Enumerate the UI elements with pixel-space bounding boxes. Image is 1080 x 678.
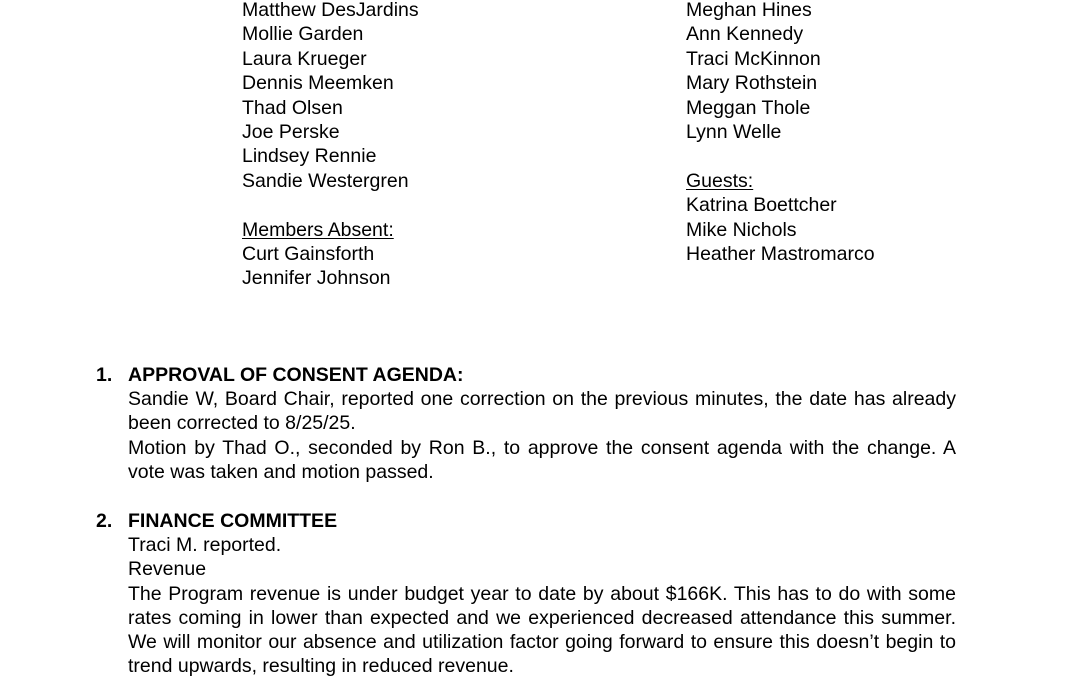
spacer [242, 193, 419, 217]
section-heading [96, 509, 956, 533]
member-present: Sandie Westergren [242, 169, 409, 192]
member-present: Matthew DesJardins [242, 0, 419, 21]
member-present: Mollie Garden [242, 23, 364, 46]
guest: Mike Nichols [686, 218, 797, 241]
consent-paragraph: Sandie W, Board Chair, reported one correction on the previous minutes, the date has already been corrected to 8/25/25. [128, 388, 956, 435]
member-present: Dennis Meemken [242, 72, 394, 95]
member-absent: Jennifer Johnson [242, 267, 391, 290]
member-present: Ann Kennedy [686, 23, 804, 46]
member-present: Lindsey Rennie [242, 145, 377, 168]
section-finance-committee [96, 509, 956, 678]
spacer [686, 144, 875, 168]
section-heading [96, 363, 956, 387]
guest: Katrina Boettcher [686, 194, 837, 217]
member-present: Laura Krueger [242, 47, 367, 70]
guests-heading: Guests: [686, 169, 754, 192]
member-present: Joe Perske [242, 120, 340, 143]
guest: Heather Mastromarco [686, 242, 875, 265]
attendance-right-column [686, 0, 875, 266]
members-absent-heading: Members Absent: [242, 218, 394, 241]
section-title: FINANCE COMMITTEE [128, 510, 338, 532]
member-present: Meghan Hines [686, 0, 812, 21]
member-present: Traci McKinnon [686, 47, 821, 70]
attendance-left-column [242, 0, 419, 291]
revenue-paragraph: The Program revenue is under budget year to date by about $166K. This has to do with some rates coming in lower than expected and we experienced decreased attendance this summer. We will monitor our absence and utilization factor going forward to ensure this doesn’t begin to trend upwards, resulting in reduced revenue. [128, 582, 956, 678]
section-title: APPROVAL OF CONSENT AGENDA: [128, 364, 464, 386]
member-absent: Curt Gainsforth [242, 242, 375, 265]
revenue-subheading: Revenue [128, 558, 207, 581]
section-number: 1. [96, 364, 113, 386]
section-consent-agenda [96, 363, 956, 484]
member-present: Thad Olsen [242, 96, 343, 119]
reporter-line: Traci M. reported. [128, 534, 282, 557]
member-present: Lynn Welle [686, 120, 782, 143]
member-present: Meggan Thole [686, 96, 811, 119]
motion-paragraph: Motion by Thad O., seconded by Ron B., to approve the consent agenda with the change. A vote was taken and motion passed. [128, 436, 956, 483]
section-number: 2. [96, 510, 113, 532]
member-present: Mary Rothstein [686, 72, 818, 95]
